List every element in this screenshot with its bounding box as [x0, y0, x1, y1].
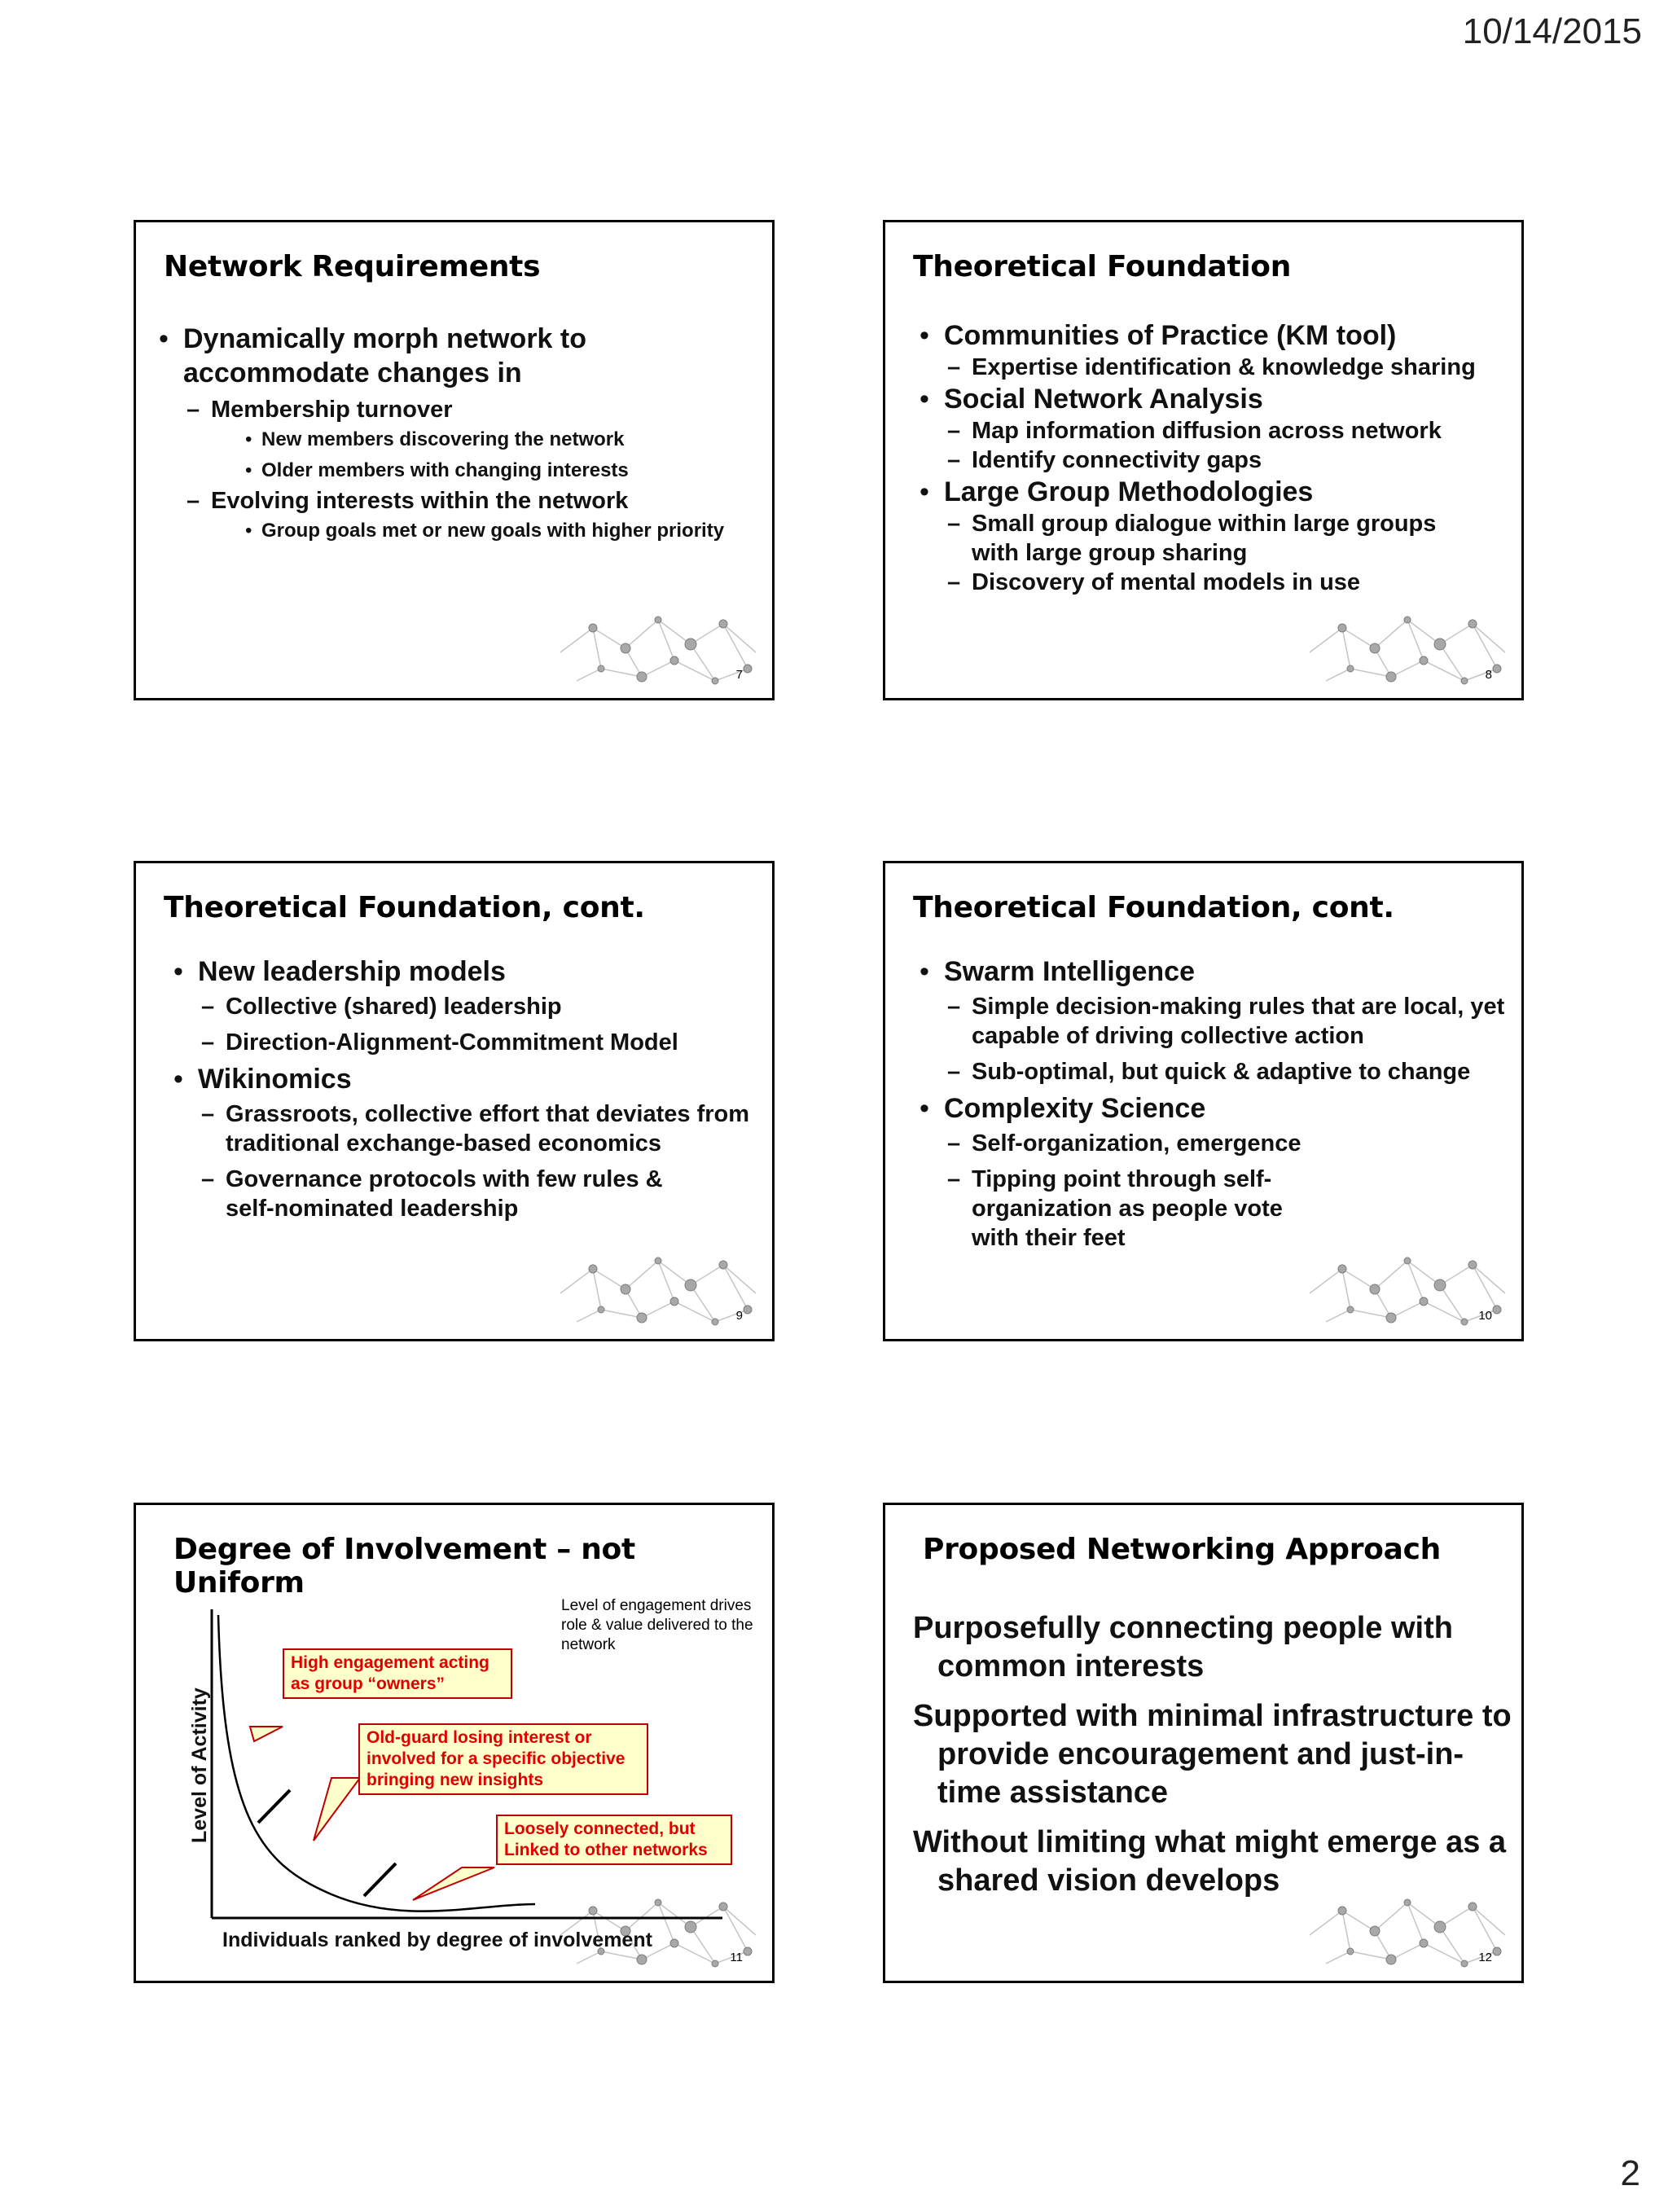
slide-title: Theoretical Foundation	[913, 250, 1292, 283]
network-graphic-icon	[1301, 603, 1513, 693]
handout-date: 10/14/2015	[1462, 11, 1642, 51]
sub-sub-bullet: • Older members with changing interests	[244, 455, 762, 486]
x-axis-label: Individuals ranked by degree of involvement	[222, 1929, 652, 1951]
bullet: • Complexity Science – Self-organization, emergence – Tipping point through self-organization as people vote with their feet	[920, 1091, 1514, 1253]
slide-title: Degree of Involvement – not Uniform	[173, 1533, 635, 1600]
sub-bullet: – Simple decision-making rules that are local, yet capable of driving collective action	[947, 992, 1524, 1051]
slide-title: Theoretical Foundation, cont.	[164, 891, 645, 924]
sub-bullet: – Small group dialogue within large groups with large group sharing	[947, 509, 1468, 568]
callout-pointer	[314, 1778, 360, 1841]
slide-10	[883, 861, 1524, 1341]
segment-divider	[258, 1790, 290, 1823]
y-axis-label: Level of Activity	[188, 1688, 211, 1843]
slide-8	[883, 220, 1524, 700]
slide-number: 7	[735, 668, 743, 682]
sub-bullet: – Direction-Alignment-Commitment Model	[201, 1028, 760, 1057]
callout-pointer	[250, 1727, 283, 1741]
slide-7	[134, 220, 775, 700]
sub-bullet: – Sub-optimal, but quick & adaptive to change	[947, 1057, 1514, 1086]
slide-title: Theoretical Foundation, cont.	[913, 891, 1394, 924]
sub-bullet: – Governance protocols with few rules & self-nominated leadership	[201, 1165, 714, 1223]
bullet: • Communities of Practice (KM tool) – Expertise identification & knowledge sharing	[920, 318, 1514, 382]
slide-11	[134, 1503, 775, 1983]
network-graphic-icon	[552, 603, 764, 693]
slide-number: 11	[730, 1951, 743, 1964]
sub-bullet: – Collective (shared) leadership	[201, 992, 760, 1021]
bullet: • Swarm Intelligence – Simple decision-making rules that are local, yet capable of driving collective action – Sub-optimal, but quick & adaptive to change	[920, 955, 1514, 1086]
callout-pointer	[413, 1867, 494, 1900]
slide-12	[883, 1503, 1524, 1983]
sub-bullet: – Tipping point through self-organization as people vote with their feet	[947, 1165, 1322, 1253]
statement: Supported with minimal infrastructure to provide encouragement and just-in-time assistance	[913, 1699, 1512, 1810]
sub-sub-bullet: • New members discovering the network	[244, 424, 762, 455]
bullet: • New leadership models – Collective (shared) leadership – Direction-Alignment-Commitment Model	[173, 955, 760, 1057]
sub-bullet: – Discovery of mental models in use	[947, 568, 1514, 597]
bullet: • Dynamically morph network to accommodate changes in – Membership turnover • New members discovering the network • Older members with changing interests – Evolving interests within the network • Group goals met or new goals with higher priority	[159, 322, 762, 546]
sub-bullet: – Evolving interests within the network • Group goals met or new goals with higher priority	[187, 486, 762, 546]
sub-bullet: – Expertise identification & knowledge sharing	[947, 353, 1514, 382]
segment-divider	[364, 1863, 396, 1896]
sub-bullet: – Grassroots, collective effort that deviates from traditional exchange-based economics	[201, 1099, 763, 1158]
page-number: 2	[1620, 2153, 1640, 2193]
slide-number: 10	[1478, 1309, 1492, 1323]
callout-old-guard: Old-guard losing interest or involved for a specific objective bringing new insights	[358, 1723, 648, 1795]
statement: Purposefully connecting people with common interests	[913, 1611, 1453, 1683]
statement: Without limiting what might emerge as a shared vision develops	[913, 1825, 1507, 1898]
callout-high-engagement: High engagement acting as group “owners”	[283, 1648, 512, 1699]
slide-title: Network Requirements	[164, 250, 541, 283]
callout-loosely-connected: Loosely connected, but Linked to other networks	[496, 1815, 732, 1865]
sub-bullet: – Map information diffusion across network	[947, 416, 1514, 445]
slide-title: Proposed Networking Approach	[923, 1533, 1441, 1566]
network-graphic-icon	[552, 1244, 764, 1334]
bullet: • Large Group Methodologies – Small group dialogue within large groups with large group sharing – Discovery of mental models in use	[920, 475, 1514, 597]
slide-9	[134, 861, 775, 1341]
sub-sub-bullet: • Group goals met or new goals with higher priority	[244, 516, 762, 546]
sub-bullet: – Membership turnover • New members discovering the network • Older members with changing interests	[187, 395, 762, 486]
sub-bullet: – Self-organization, emergence	[947, 1129, 1514, 1158]
bullet: • Wikinomics – Grassroots, collective effort that deviates from traditional exchange-based economics – Governance protocols with few rules & self-nominated leadership	[173, 1062, 760, 1223]
bullet: • Social Network Analysis – Map information diffusion across network – Identify connectivity gaps	[920, 382, 1514, 475]
sub-bullet: – Identify connectivity gaps	[947, 445, 1514, 475]
slide-number: 12	[1478, 1951, 1492, 1964]
slide-number: 9	[735, 1309, 743, 1323]
slide-number: 8	[1485, 668, 1492, 682]
chart-note: Level of engagement drives role & value delivered to the network	[561, 1597, 753, 1653]
approach-statements	[913, 1609, 1516, 1911]
